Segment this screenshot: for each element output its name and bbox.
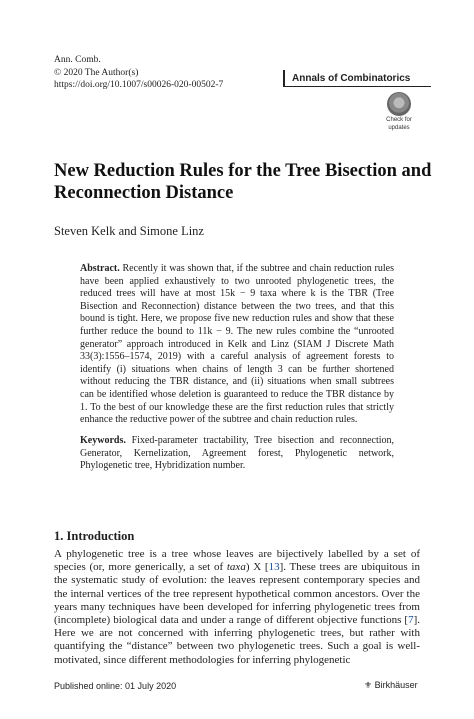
doi-link[interactable]: https://doi.org/10.1007/s00026-020-00502-7 [54, 80, 224, 90]
keywords-text: Fixed-parameter tractability, Tree bisection and reconnection, Generator, Kernelization, Agreement forest, Phylogenetic network, Phylogenetic tree, Hybridization number. [80, 435, 395, 472]
journal-name: Annals of Combinatorics [283, 70, 431, 87]
keywords [80, 435, 394, 473]
citation-link[interactable]: 7 [408, 614, 414, 627]
publisher-logo [364, 680, 418, 691]
badge-line2: updates [388, 125, 410, 131]
published-date: Published online: 01 July 2020 [54, 681, 177, 691]
keywords-label: Keywords. [80, 435, 126, 446]
article-meta [54, 54, 223, 92]
crossmark-icon [387, 92, 411, 116]
intro-text-4: ]. Here we are not concerned with inferring phylogenetic trees, but rather with quantifying the “distance” between two phylogenetic trees. Such a goal is well-motivated, since different methodologies for inferring phylogenetic [54, 614, 420, 666]
intro-text-1: A phylogenetic tree is a tree whose leaves are bijectively labelled by a set of species (or, more generically, a set of [54, 548, 420, 574]
intro-text-2: ) X [ [245, 561, 269, 574]
intro-taxa-word: taxa [226, 561, 246, 574]
copyright-line: © 2020 The Author(s) [54, 67, 139, 78]
publisher-icon: ⚜ [364, 680, 373, 690]
journal-abbrev: Ann. Comb. [54, 55, 101, 65]
paper-title: New Reduction Rules for the Tree Bisection and Reconnection Distance [54, 161, 432, 203]
section-heading-introduction: 1. Introduction [54, 529, 135, 543]
intro-text-3: ]. These trees are ubiquitous in the systematic study of evolution: the leaves represent contemporary species and the internal vertices of the tree represent hypothetical common ancestors. Over the years many techniques have been developed for inferring phylogenetic trees from (incomplete) biological data and under a range of different objective functions [ [54, 561, 420, 627]
publisher-name: Birkhäuser [374, 680, 418, 690]
abstract-text: Recently it was shown that, if the subtree and chain reduction rules have been applied exhaustively to two unrooted phylogenetic trees, the reduced trees will have at most 15k − 9 taxa where k is the TBR (Tree Bisection and Reconnection) distance between the two trees, and that this bound is tight. Here, we propose five new reduction rules and show that these further reduce the bound to 11k − 9. The new rules combine the “unrooted generator” approach introduced in Kelk and Linz (SIAM J Discrete Math 33(3):1556–1574, 2019) with a careful analysis of agreement forests to identify (i) situations when chains of length 3 can be further shortened without reducing the TBR distance, and (ii) situations when small subtrees can be identified whose deletion is guaranteed to reduce the TBR distance by 1. To the best of our knowledge these are the first reduction rules that strictly enhance the reductive power of the subtree and chain reduction rules. [80, 263, 394, 426]
abstract-label: Abstract. [80, 263, 120, 274]
introduction-paragraph [54, 548, 420, 667]
abstract [80, 263, 394, 427]
authors: Steven Kelk and Simone Linz [54, 224, 204, 238]
citation-link[interactable]: 13 [268, 561, 280, 574]
badge-line1: Check for [386, 117, 412, 123]
check-for-updates-badge[interactable] [383, 92, 415, 132]
